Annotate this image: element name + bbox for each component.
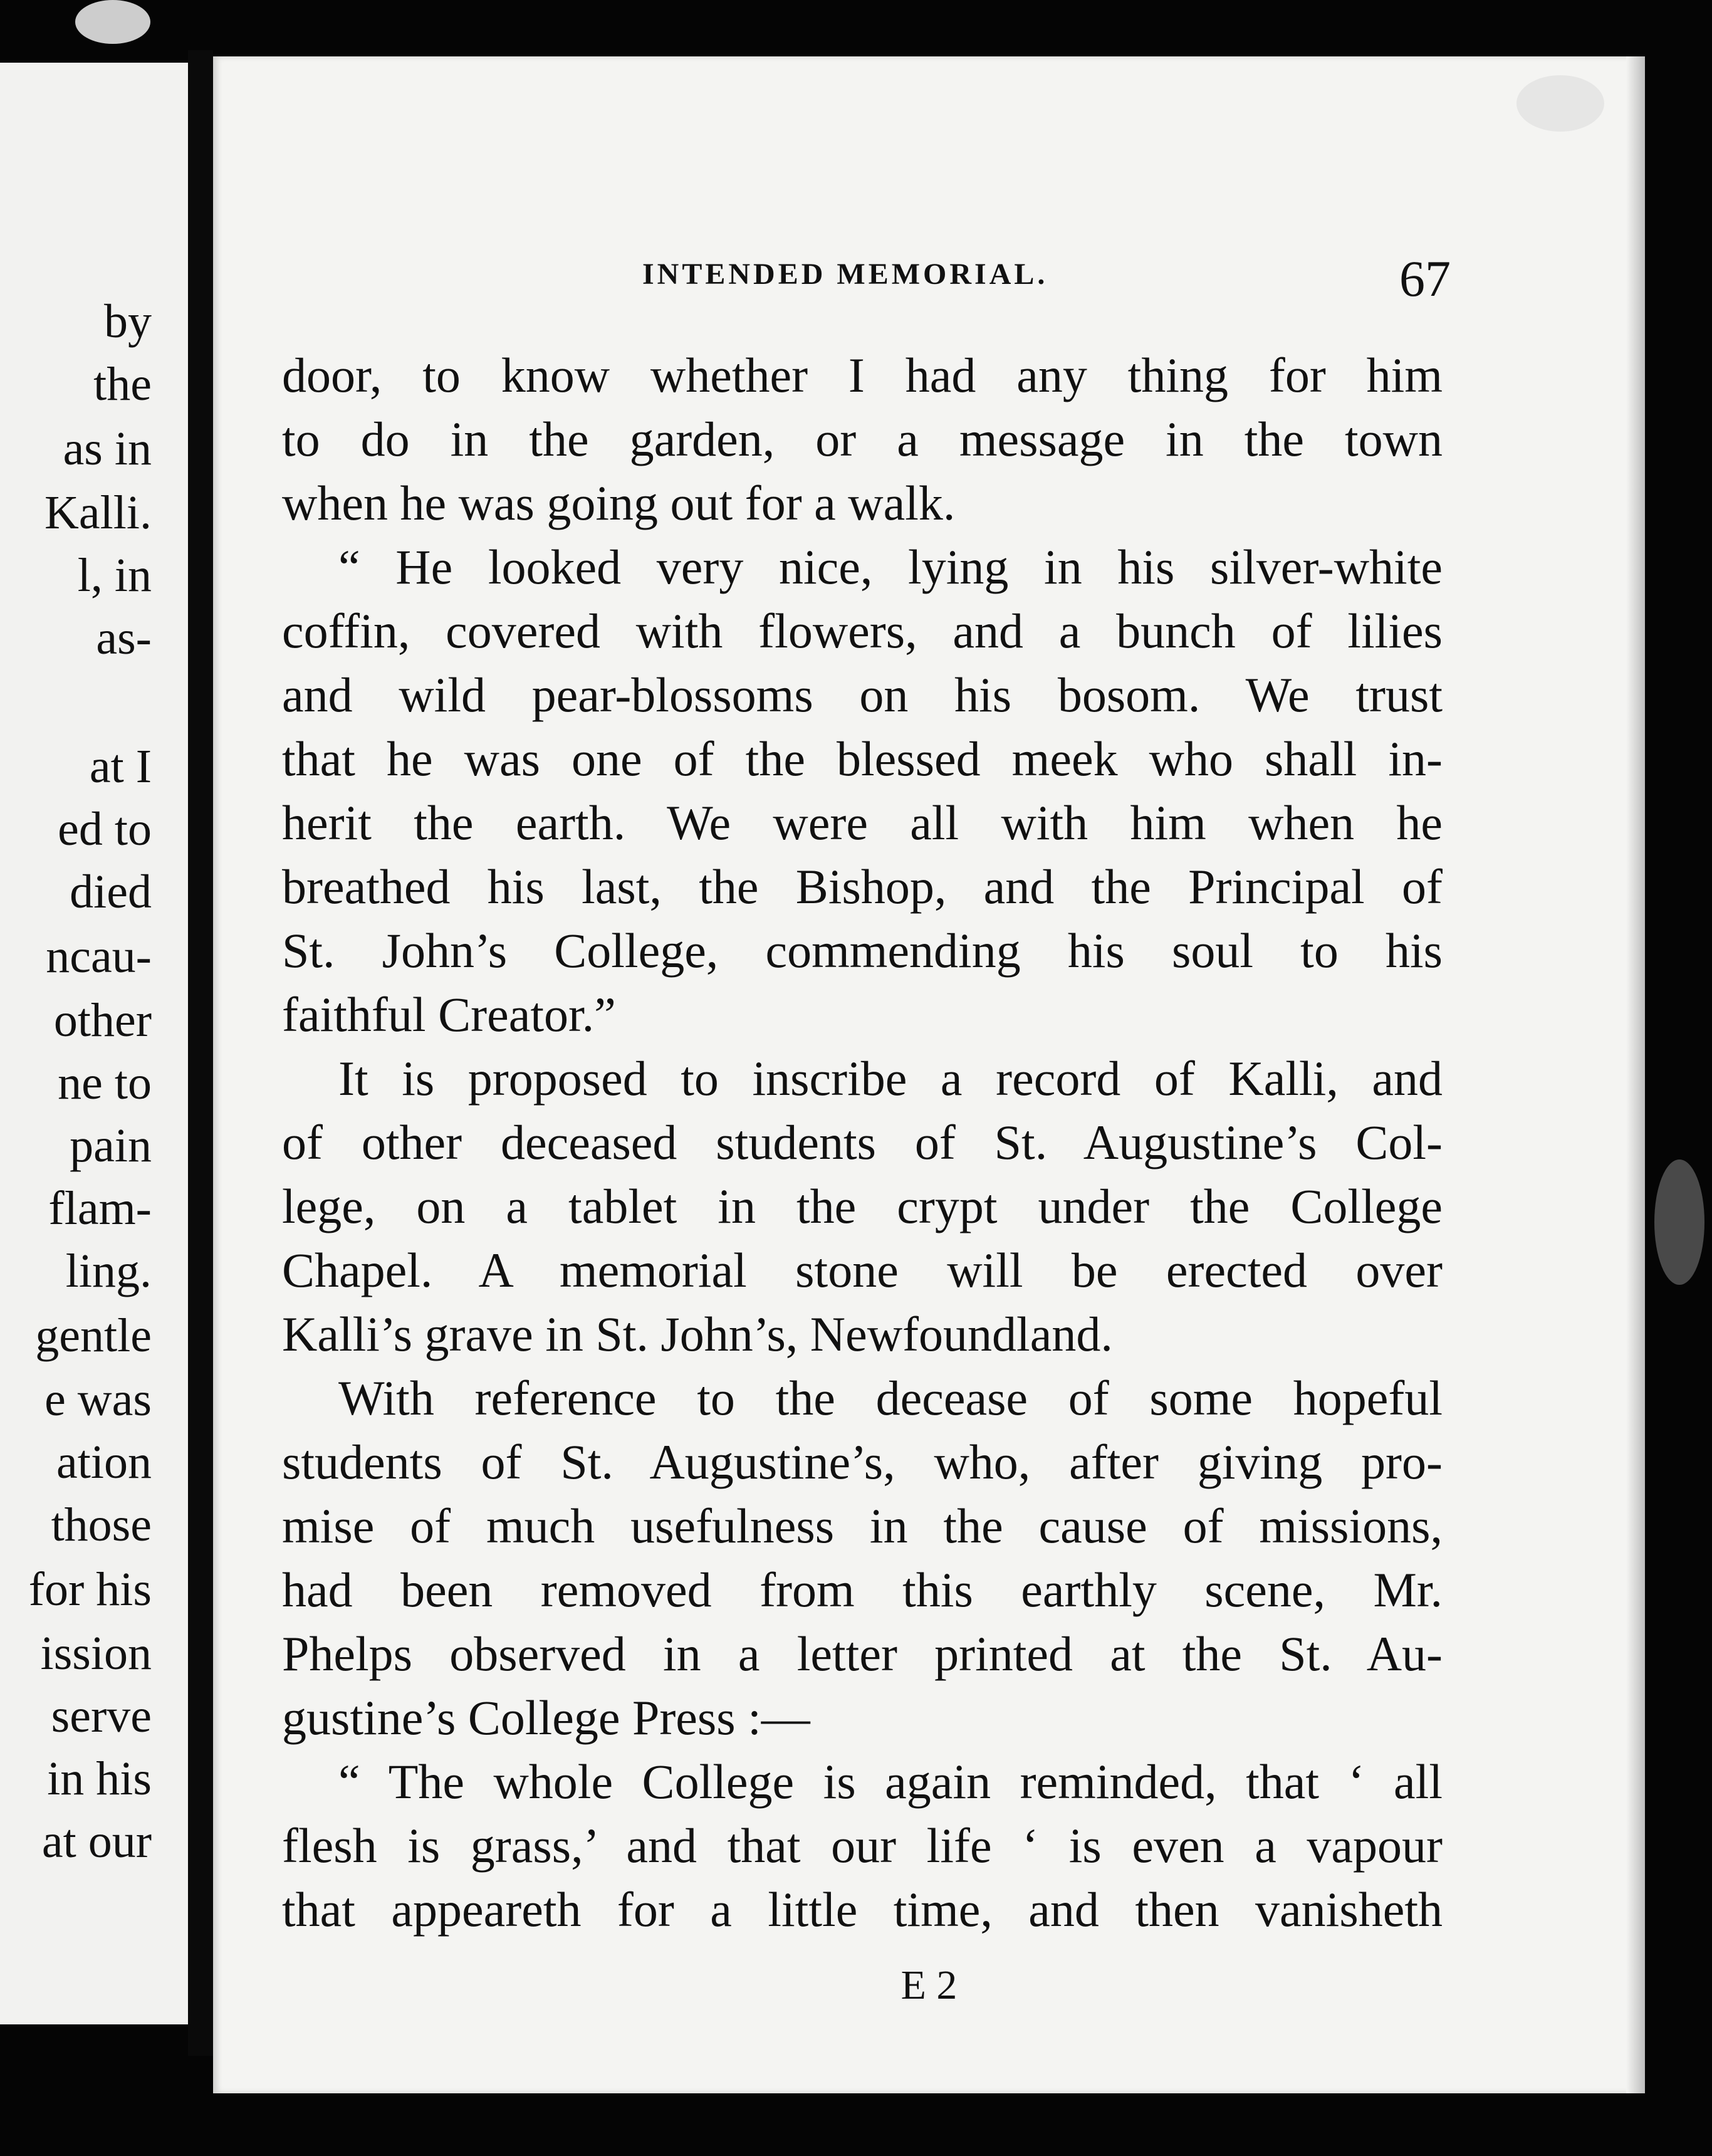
facing-line: e was: [44, 1373, 152, 1426]
facing-line: the: [93, 358, 152, 411]
body-line: that he was one of the blessed meek who shall in-: [282, 731, 1443, 786]
facing-line: pain: [70, 1119, 152, 1172]
body-line: of other deceased students of St. Augustine’s Col-: [282, 1115, 1443, 1170]
facing-page-fragment: [0, 63, 188, 2024]
facing-line: at I: [89, 740, 152, 793]
body-line: and wild pear-blossoms on his bosom. We trust: [282, 667, 1443, 722]
body-line: to do in the garden, or a message in the town: [282, 412, 1443, 466]
facing-line: ne to: [58, 1057, 152, 1109]
page-number: 67: [1399, 250, 1451, 307]
signature-mark: E 2: [900, 1962, 958, 2008]
facing-line: by: [104, 295, 152, 348]
facing-line: ission: [40, 1627, 152, 1680]
facing-line: died: [70, 866, 152, 918]
running-head: [213, 249, 1645, 306]
body-line: Kalli’s grave in St. John’s, Newfoundland.: [282, 1307, 1113, 1361]
scan-blemish: [75, 0, 150, 44]
body-line: flesh is grass,’ and that our life ‘ is even a vapour: [282, 1818, 1443, 1873]
facing-line: other: [53, 994, 152, 1047]
body-line: herit the earth. We were all with him when he: [282, 795, 1443, 850]
facing-line: at our: [41, 1815, 152, 1868]
body-line: breathed his last, the Bishop, and the Principal of: [282, 859, 1443, 914]
body-line: lege, on a tablet in the crypt under the College: [282, 1179, 1443, 1233]
scan-blemish: [1516, 75, 1604, 132]
facing-line: ling.: [65, 1245, 152, 1297]
facing-line: in his: [47, 1752, 152, 1805]
facing-line: Kalli.: [44, 486, 152, 539]
scan-blemish: [1654, 1159, 1704, 1285]
body-line: With reference to the decease of some hopeful: [338, 1371, 1443, 1425]
facing-line: serve: [51, 1690, 152, 1742]
facing-line: those: [51, 1499, 152, 1551]
facing-line: for his: [28, 1563, 152, 1616]
body-line: door, to know whether I had any thing for him: [282, 348, 1443, 402]
facing-line: ed to: [58, 803, 152, 856]
body-line: Chapel. A memorial stone will be erected over: [282, 1243, 1443, 1297]
facing-line: l, in: [77, 549, 152, 602]
running-title: INTENDED MEMORIAL.: [642, 258, 1048, 291]
book-page: [213, 56, 1645, 2093]
body-line: It is proposed to inscribe a record of Kalli, and: [338, 1051, 1443, 1106]
body-line: “ He looked very nice, lying in his silver-white: [338, 540, 1443, 594]
body-line: mise of much usefulness in the cause of missions,: [282, 1499, 1443, 1553]
body-line: that appeareth for a little time, and then vanisheth: [282, 1882, 1443, 1937]
facing-line: gentle: [35, 1309, 152, 1362]
facing-line: ncau-: [46, 930, 152, 983]
body-line: had been removed from this earthly scene, Mr.: [282, 1562, 1443, 1617]
body-line: gustine’s College Press :—: [282, 1690, 810, 1745]
body-line: faithful Creator.”: [282, 987, 616, 1042]
body-line: “ The whole College is again reminded, that ‘ all: [338, 1754, 1443, 1809]
facing-line: ation: [56, 1436, 152, 1489]
book-gutter: [188, 50, 213, 2056]
body-line: St. John’s College, commending his soul to his: [282, 923, 1443, 978]
body-line: Phelps observed in a letter printed at the St. Au-: [282, 1626, 1443, 1681]
body-line: students of St. Augustine’s, who, after giving pro-: [282, 1435, 1443, 1489]
facing-line: flam-: [48, 1182, 152, 1235]
facing-line: as-: [96, 612, 152, 664]
body-line: coffin, covered with flowers, and a bunch of lilies: [282, 604, 1443, 658]
facing-line: as in: [63, 422, 152, 475]
body-line: when he was going out for a walk.: [282, 476, 956, 530]
